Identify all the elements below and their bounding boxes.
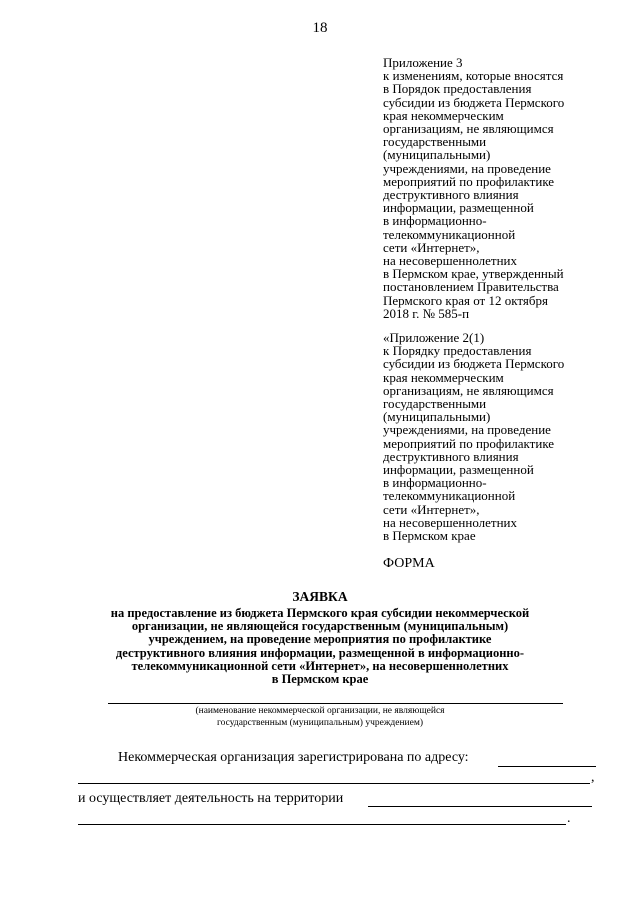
annex-header-line: постановлением Правительства	[383, 279, 559, 295]
application-subtitle-line: на предоставление из бюджета Пермского края субсидии некоммерческой	[110, 606, 530, 620]
annex2-header-line: государственными	[383, 396, 487, 412]
address-field-line[interactable]	[498, 766, 596, 767]
annex2-header-line: мероприятий по профилактике	[383, 435, 555, 451]
annex-header-line: края некоммерческим	[383, 107, 504, 123]
annex2-header-line: деструктивного влияния	[383, 448, 519, 464]
annex2-header-line: в Пермском крае	[383, 528, 476, 544]
territory-label: и осуществляет деятельность на территории	[78, 791, 344, 806]
application-subtitle-line: организации, не являющейся государственным (муниципальным)	[131, 619, 509, 634]
annex-header-line: в Порядок предоставления	[383, 81, 532, 97]
annex2-header-line: субсидии из бюджета Пермского	[383, 356, 565, 372]
page-number: 18	[312, 20, 328, 36]
annex-header-line: телекоммуникационной	[383, 226, 516, 242]
territory-field-line-2[interactable]	[78, 824, 566, 825]
annex-header-line: организациям, не являющимся	[383, 121, 554, 137]
annex-header-line: в Пермском крае, утвержденный	[383, 266, 564, 282]
annex-header-line: к изменениям, которые вносятся	[383, 68, 564, 84]
org-name-line[interactable]	[108, 703, 563, 704]
org-name-caption-line: (наименование некоммерческой организации, не являющейся	[195, 706, 445, 716]
application-subtitle-line: деструктивного влияния информации, размещенной в информационно-	[115, 645, 525, 660]
annex-header-line: мероприятий по профилактике	[383, 173, 555, 189]
address-field-line-2[interactable]	[78, 783, 590, 784]
annex-header-line: (муниципальными)	[383, 147, 491, 163]
territory-field-line[interactable]	[368, 806, 592, 807]
application-subtitle-line: телекоммуникационной сети «Интернет», на несовершеннолетних	[131, 658, 509, 673]
application-subtitle-line: в Пермском крае	[271, 672, 369, 687]
org-name-caption-line: государственным (муниципальным) учреждением)	[216, 717, 424, 728]
annex2-header-line: телекоммуникационной	[383, 488, 516, 504]
annex-header-line: учреждениями, на проведение	[383, 160, 551, 176]
annex2-header-line: учреждениями, на проведение	[383, 422, 551, 438]
annex-header-line: государственными	[383, 134, 487, 150]
form-label: ФОРМА	[383, 556, 435, 571]
annex-header-line: сети «Интернет»,	[383, 239, 480, 255]
annex2-header-line: сети «Интернет»,	[383, 501, 480, 517]
annex2-header-line: в информационно-	[383, 475, 487, 491]
annex-header-line: на несовершеннолетних	[383, 253, 518, 269]
annex-header-line: Пермского края от 12 октября	[383, 292, 548, 308]
application-subtitle-line: учреждением, на проведение мероприятия по профилактике	[148, 632, 492, 647]
annex2-header	[383, 331, 564, 542]
application-subtitle	[60, 607, 580, 686]
annex-header-line: деструктивного влияния	[383, 187, 519, 203]
annex2-header-line: информации, размещенной	[383, 462, 534, 478]
territory-line-period: .	[567, 811, 571, 826]
annex2-header-line: на несовершеннолетних	[383, 514, 518, 530]
annex2-header-line: края некоммерческим	[383, 369, 504, 385]
application-title: ЗАЯВКА	[292, 589, 348, 604]
address-line-comma: ,	[591, 770, 595, 785]
org-name-caption	[150, 706, 490, 729]
annex2-header-line: организациям, не являющимся	[383, 382, 554, 398]
annex2-header-line: (муниципальными)	[383, 409, 491, 425]
annex-header-line: 2018 г. № 585-п	[383, 305, 470, 321]
annex-header-line: информации, размещенной	[383, 200, 534, 216]
registered-address-label: Некоммерческая организация зарегистрирована по адресу:	[118, 750, 469, 765]
annex2-header-line: «Приложение 2(1)	[383, 330, 485, 345]
annex-header-line: Приложение 3	[383, 55, 463, 70]
annex-header-line: субсидии из бюджета Пермского	[383, 94, 565, 110]
annex-header	[383, 56, 564, 320]
annex-header-line: в информационно-	[383, 213, 487, 229]
annex2-header-line: к Порядку предоставления	[383, 343, 532, 359]
